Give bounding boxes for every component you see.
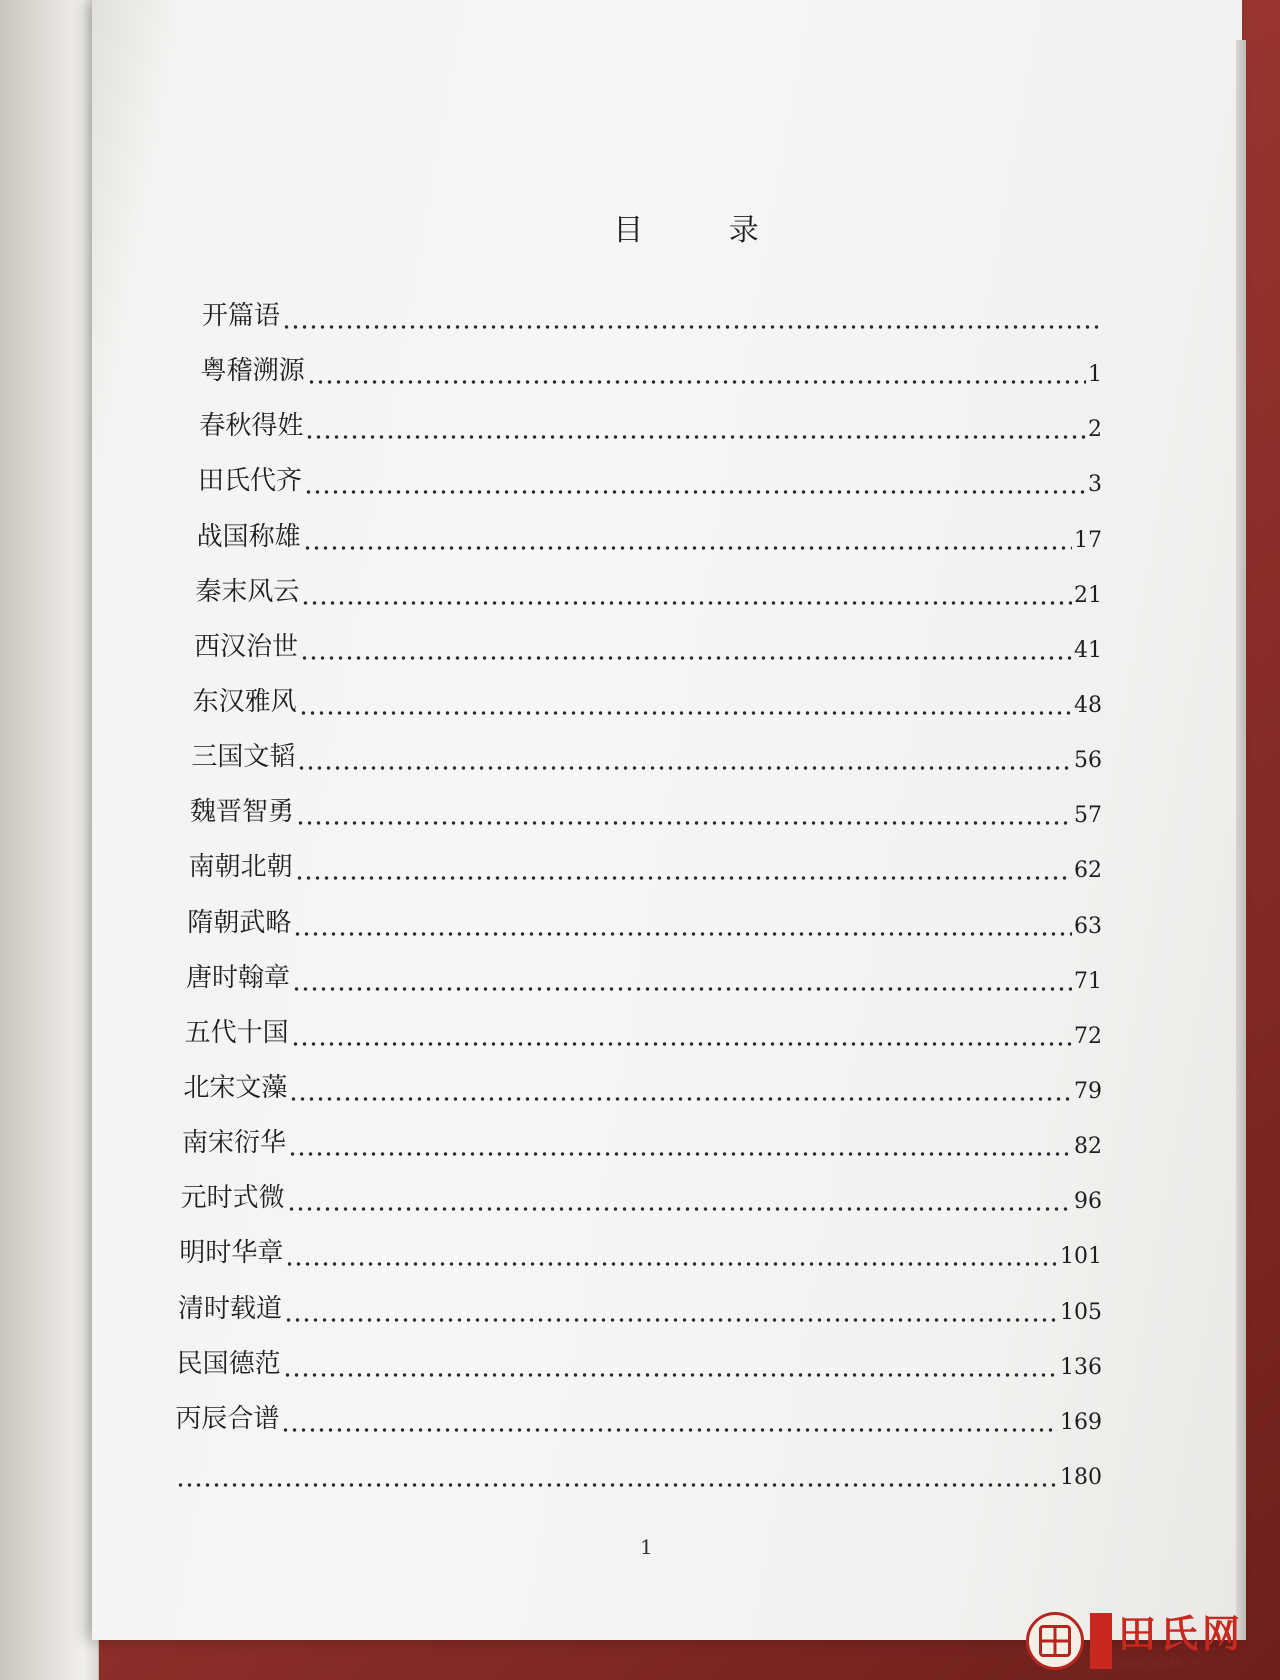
toc-entry [195, 574, 1102, 610]
toc-entry-page: 72 [1073, 1023, 1102, 1049]
toc-entry-page: 48 [1073, 693, 1102, 718]
toc-entry [189, 849, 1102, 885]
toc-title: 目 录 [613, 213, 797, 248]
toc-entry-page: 21 [1073, 582, 1102, 608]
toc-entry [182, 1125, 1102, 1161]
toc-entry-label: 丙辰合谱 [175, 1403, 280, 1434]
toc-entry-page: 101 [1059, 1244, 1102, 1270]
toc-entry-label: 南朝北朝 [188, 852, 293, 883]
toc-leader-dots [288, 1133, 1072, 1157]
toc-entry [190, 794, 1102, 830]
toc-entry-page: 82 [1074, 1134, 1102, 1160]
toc-entry-label: 田氏代齐 [198, 466, 303, 497]
toc-entry-page: 3 [1088, 472, 1102, 498]
toc-leader-dots [292, 968, 1072, 992]
toc-entry-label: 秦末风云 [195, 576, 300, 607]
toc-entry-label: 清时载道 [178, 1293, 283, 1324]
toc-entry [202, 298, 1102, 334]
toc-entry-page: 180 [1060, 1465, 1102, 1490]
toc-entry-page: 79 [1073, 1079, 1102, 1104]
toc-leader-dots [301, 582, 1072, 606]
brand-prefix-block [1090, 1613, 1112, 1669]
watermark [1026, 1602, 1280, 1680]
toc-leader-dots [289, 1078, 1072, 1102]
toc-entry-label: 北宋文藻 [183, 1073, 288, 1103]
toc-entry-page: 56 [1073, 748, 1102, 774]
toc-leader-dots [283, 1354, 1058, 1378]
toc-entry-label: 五代十国 [184, 1017, 289, 1048]
toc-entry-page: 63 [1073, 913, 1102, 939]
tian-seal-icon [1026, 1612, 1084, 1670]
toc-entry-page: 41 [1074, 637, 1102, 663]
toc-leader-dots [291, 1023, 1072, 1047]
toc-leader-dots [297, 747, 1072, 771]
toc-entry-page: 1 [1087, 362, 1102, 388]
toc-leader-dots [295, 857, 1072, 881]
toc-entry [199, 408, 1102, 444]
toc-entry [183, 1070, 1102, 1106]
toc-entry-label: 南宋衍华 [182, 1128, 287, 1159]
toc-entry-page: 57 [1074, 803, 1102, 829]
toc-entry-label: 西汉治世 [194, 631, 299, 662]
toc-leader-dots [282, 306, 1100, 330]
toc-entry [175, 1401, 1102, 1437]
toc-entry-label: 元时式微 [180, 1183, 285, 1214]
toc-entry [197, 519, 1102, 555]
brand-url: www.hxtian.cn [1118, 1656, 1199, 1669]
toc-leader-dots [299, 692, 1072, 716]
toc-entry-label: 唐时翰章 [186, 962, 291, 993]
page-number: 1 [640, 1535, 653, 1559]
toc-leader-dots [304, 471, 1086, 495]
toc-entry [177, 1346, 1102, 1382]
toc-leader-dots [281, 1409, 1058, 1433]
toc-entry-label: 三国文韬 [191, 742, 296, 773]
toc-entry [185, 1015, 1102, 1051]
toc-entry [191, 739, 1102, 775]
toc-entry [194, 629, 1102, 665]
toc-entry [181, 1180, 1102, 1216]
toc-leader-dots [300, 637, 1072, 661]
brand-name: 田氏网 [1118, 1612, 1245, 1656]
toc-entry [186, 960, 1102, 996]
toc-leader-dots [296, 802, 1072, 826]
toc-entry-label: 魏晋智勇 [190, 797, 295, 828]
toc-leader-dots [293, 913, 1072, 937]
toc-leader-dots [284, 1299, 1058, 1323]
toc-entry-label: 粤稽溯源 [200, 356, 305, 387]
toc-entry [201, 353, 1102, 389]
toc-entry-label: 民国德范 [176, 1348, 281, 1379]
toc-entry-label: 开篇语 [202, 301, 281, 331]
toc-entry-label: 春秋得姓 [199, 411, 304, 442]
toc-entry-page: 62 [1073, 858, 1102, 884]
toc-entry-page: 105 [1060, 1299, 1102, 1325]
toc-entry [193, 684, 1102, 720]
toc-entry [178, 1291, 1102, 1327]
toc-entry [174, 1456, 1102, 1492]
toc-entry-label: 明时华章 [179, 1238, 284, 1269]
toc-entry-page: 136 [1059, 1354, 1102, 1380]
toc-entry-label: 东汉雅风 [192, 687, 297, 717]
toc-entry [198, 463, 1102, 499]
toc-entry-page: 96 [1073, 1189, 1102, 1215]
toc-entry-label: 隋朝武略 [187, 907, 292, 938]
toc-leader-dots [303, 527, 1072, 551]
toc-leader-dots [285, 1243, 1058, 1267]
toc-entry-page: 71 [1074, 968, 1102, 994]
toc-leader-dots [287, 1188, 1072, 1212]
toc-leader-dots [307, 361, 1086, 385]
toc-leader-dots [176, 1464, 1058, 1488]
toc-entry-page: 17 [1073, 527, 1102, 553]
toc-entry-page: 169 [1059, 1409, 1102, 1435]
toc-entry [179, 1235, 1102, 1271]
toc-entry-label: 战国称雄 [196, 521, 301, 552]
toc-leader-dots [305, 416, 1086, 440]
toc-entry-page: 2 [1087, 417, 1102, 443]
toc-entry [187, 905, 1102, 941]
